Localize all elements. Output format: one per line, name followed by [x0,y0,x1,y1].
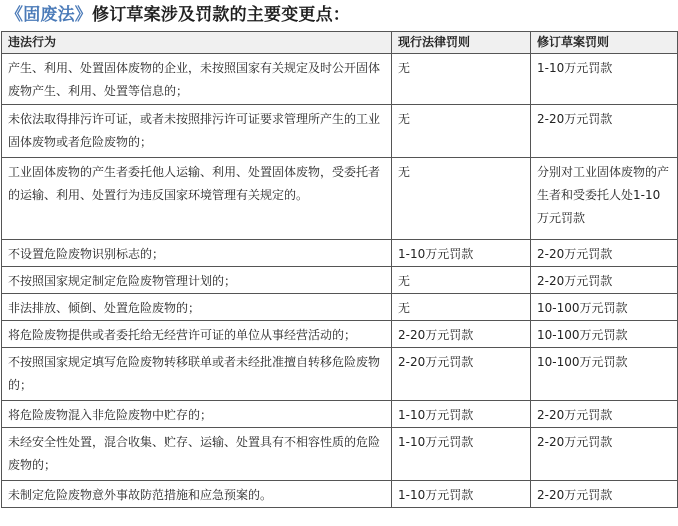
draft-penalty-cell: 2-20万元罚款 [531,401,678,428]
current-penalty-cell: 1-10万元罚款 [392,428,531,481]
table-row [2,481,678,508]
draft-penalty-cell: 分别对工业固体废物的产生者和受委托人处1-10万元罚款 [531,158,678,240]
header-violation: 违法行为 [2,32,392,54]
law-name: 《固废法》 [6,5,92,25]
violation-cell: 产生、利用、处置固体废物的企业，未按照国家有关规定及时公开固体废物产生、利用、处置等信息的； [2,54,392,105]
draft-penalty-cell: 10-100万元罚款 [531,294,678,321]
violation-cell: 未制定危险废物意外事故防范措施和应急预案的。 [2,481,392,508]
draft-penalty-cell: 2-20万元罚款 [531,481,678,508]
draft-penalty-cell: 2-20万元罚款 [531,105,678,158]
draft-penalty-cell: 2-20万元罚款 [531,428,678,481]
header-current-penalty: 现行法律罚则 [392,32,531,54]
current-penalty-cell: 无 [392,105,531,158]
penalty-comparison-table [1,31,678,508]
violation-cell: 工业固体废物的产生者委托他人运输、利用、处置固体废物，受委托者的运输、利用、处置行为违反国家环境管理有关规定的。 [2,158,392,240]
violation-cell: 非法排放、倾倒、处置危险废物的； [2,294,392,321]
draft-penalty-cell: 2-20万元罚款 [531,267,678,294]
current-penalty-cell: 无 [392,54,531,105]
current-penalty-cell: 1-10万元罚款 [392,481,531,508]
table-row [2,428,678,481]
violation-cell: 不按照国家规定填写危险废物转移联单或者未经批准擅自转移危险废物的； [2,348,392,401]
title-text: 修订草案涉及罚款的主要变更点： [92,5,350,25]
table-row [2,401,678,428]
draft-penalty-cell: 10-100万元罚款 [531,321,678,348]
violation-cell: 不按照国家规定制定危险废物管理计划的； [2,267,392,294]
table-row [2,240,678,267]
current-penalty-cell: 无 [392,267,531,294]
page-title [6,2,350,28]
table-row [2,294,678,321]
table-row [2,348,678,401]
draft-penalty-cell: 2-20万元罚款 [531,240,678,267]
table-row [2,267,678,294]
violation-cell: 将危险废物提供或者委托给无经营许可证的单位从事经营活动的； [2,321,392,348]
violation-cell: 未经安全性处置，混合收集、贮存、运输、处置具有不相容性质的危险废物的； [2,428,392,481]
current-penalty-cell: 1-10万元罚款 [392,240,531,267]
table-row [2,54,678,105]
header-draft-penalty: 修订草案罚则 [531,32,678,54]
table-row [2,158,678,240]
table-row [2,105,678,158]
draft-penalty-cell: 1-10万元罚款 [531,54,678,105]
violation-cell: 不设置危险废物识别标志的； [2,240,392,267]
table-header-row [2,32,678,54]
current-penalty-cell: 2-20万元罚款 [392,348,531,401]
violation-cell: 未依法取得排污许可证，或者未按照排污许可证要求管理所产生的工业固体废物或者危险废物的； [2,105,392,158]
table-row [2,321,678,348]
draft-penalty-cell: 10-100万元罚款 [531,348,678,401]
current-penalty-cell: 1-10万元罚款 [392,401,531,428]
violation-cell: 将危险废物混入非危险废物中贮存的； [2,401,392,428]
current-penalty-cell: 无 [392,294,531,321]
current-penalty-cell: 2-20万元罚款 [392,321,531,348]
current-penalty-cell: 无 [392,158,531,240]
